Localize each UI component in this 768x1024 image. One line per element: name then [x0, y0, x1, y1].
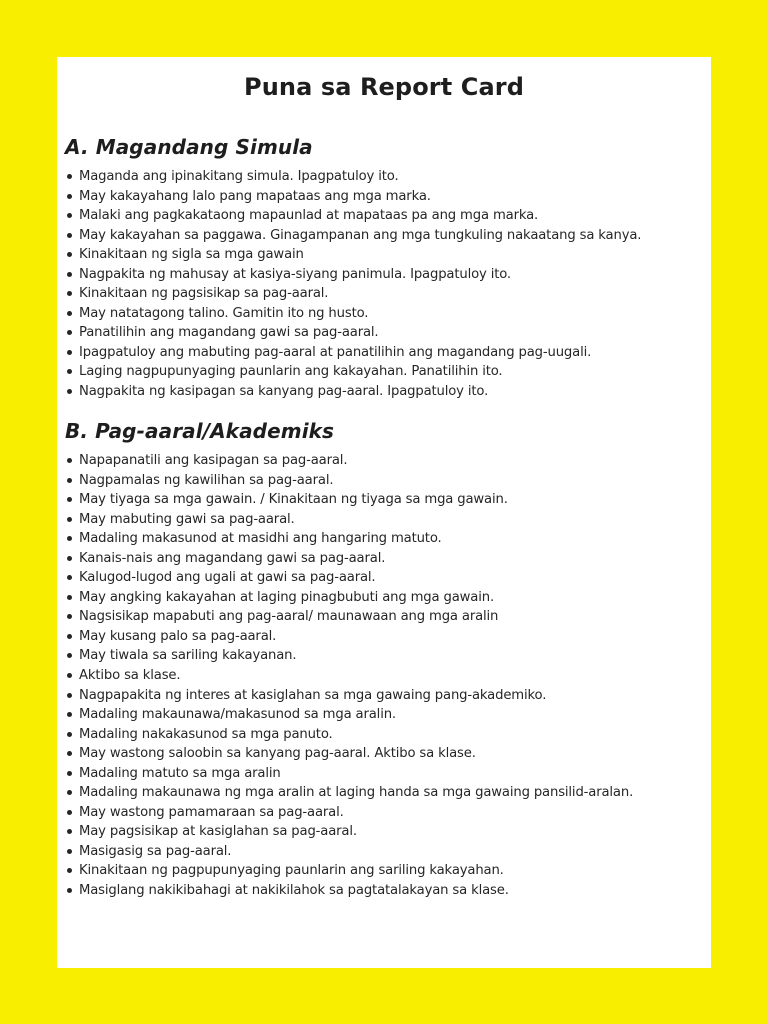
comment-item: Nagsisikap mapabuti ang pag-aaral/ maunawaan ang mga aralin — [65, 607, 707, 627]
comment-item: May tiyaga sa mga gawain. / Kinakitaan ng tiyaga sa mga gawain. — [65, 490, 707, 510]
comment-item: May natatagong talino. Gamitin ito ng husto. — [65, 304, 707, 324]
comment-item: May kakayahang lalo pang mapataas ang mga marka. — [65, 187, 707, 207]
comment-item: Kinakitaan ng sigla sa mga gawain — [65, 245, 707, 265]
comment-list-magandang-simula — [65, 167, 707, 402]
comment-item: May wastong saloobin sa kanyang pag-aaral. Aktibo sa klase. — [65, 744, 707, 764]
section-heading-pag-aaral-akademiks: B. Pag-aaral/Akademiks — [65, 419, 335, 443]
comment-item: Laging nagpupunyaging paunlarin ang kakayahan. Panatilihin ito. — [65, 362, 707, 382]
comment-item: Kalugod-lugod ang ugali at gawi sa pag-aaral. — [65, 568, 707, 588]
comment-item: Napapanatili ang kasipagan sa pag-aaral. — [65, 451, 707, 471]
comment-item: Masiglang nakikibahagi at nakikilahok sa pagtatalakayan sa klase. — [65, 881, 707, 901]
comment-item: Kinakitaan ng pagsisikap sa pag-aaral. — [65, 284, 707, 304]
page-title: Puna sa Report Card — [244, 73, 524, 101]
comment-item: Nagpamalas ng kawilihan sa pag-aaral. — [65, 471, 707, 491]
comment-item: Panatilihin ang magandang gawi sa pag-aaral. — [65, 323, 707, 343]
comment-item: Madaling makaunawa/makasunod sa mga aralin. — [65, 705, 707, 725]
comment-item: Nagpapakita ng interes at kasiglahan sa mga gawaing pang-akademiko. — [65, 686, 707, 706]
comment-item: Madaling matuto sa mga aralin — [65, 764, 707, 784]
comment-item: May pagsisikap at kasiglahan sa pag-aaral. — [65, 822, 707, 842]
comment-item: Kinakitaan ng pagpupunyaging paunlarin ang sariling kakayahan. — [65, 861, 707, 881]
comment-item: May kusang palo sa pag-aaral. — [65, 627, 707, 647]
section-heading-magandang-simula: A. Magandang Simula — [65, 135, 313, 159]
comment-item: Aktibo sa klase. — [65, 666, 707, 686]
comment-item: Ipagpatuloy ang mabuting pag-aaral at panatilihin ang magandang pag-uugali. — [65, 343, 707, 363]
comment-item: May mabuting gawi sa pag-aaral. — [65, 510, 707, 530]
comment-item: May wastong pamamaraan sa pag-aaral. — [65, 803, 707, 823]
comment-item: Malaki ang pagkakataong mapaunlad at mapataas pa ang mga marka. — [65, 206, 707, 226]
comment-list-pag-aaral-akademiks — [65, 451, 707, 901]
comment-item: Madaling nakakasunod sa mga panuto. — [65, 725, 707, 745]
comment-item: May tiwala sa sariling kakayanan. — [65, 646, 707, 666]
comment-item: Nagpakita ng kasipagan sa kanyang pag-aaral. Ipagpatuloy ito. — [65, 382, 707, 402]
comment-item: Masigasig sa pag-aaral. — [65, 842, 707, 862]
comment-item: Maganda ang ipinakitang simula. Ipagpatuloy ito. — [65, 167, 707, 187]
comment-item: May angking kakayahan at laging pinagbubuti ang mga gawain. — [65, 588, 707, 608]
comment-item: Kanais-nais ang magandang gawi sa pag-aaral. — [65, 549, 707, 569]
comment-item: May kakayahan sa paggawa. Ginagampanan ang mga tungkuling nakaatang sa kanya. — [65, 226, 707, 246]
comment-item: Nagpakita ng mahusay at kasiya-siyang panimula. Ipagpatuloy ito. — [65, 265, 707, 285]
report-card-sheet — [57, 57, 711, 968]
comment-item: Madaling makasunod at masidhi ang hangaring matuto. — [65, 529, 707, 549]
comment-item: Madaling makaunawa ng mga aralin at laging handa sa mga gawaing pansilid-aralan. — [65, 783, 707, 803]
